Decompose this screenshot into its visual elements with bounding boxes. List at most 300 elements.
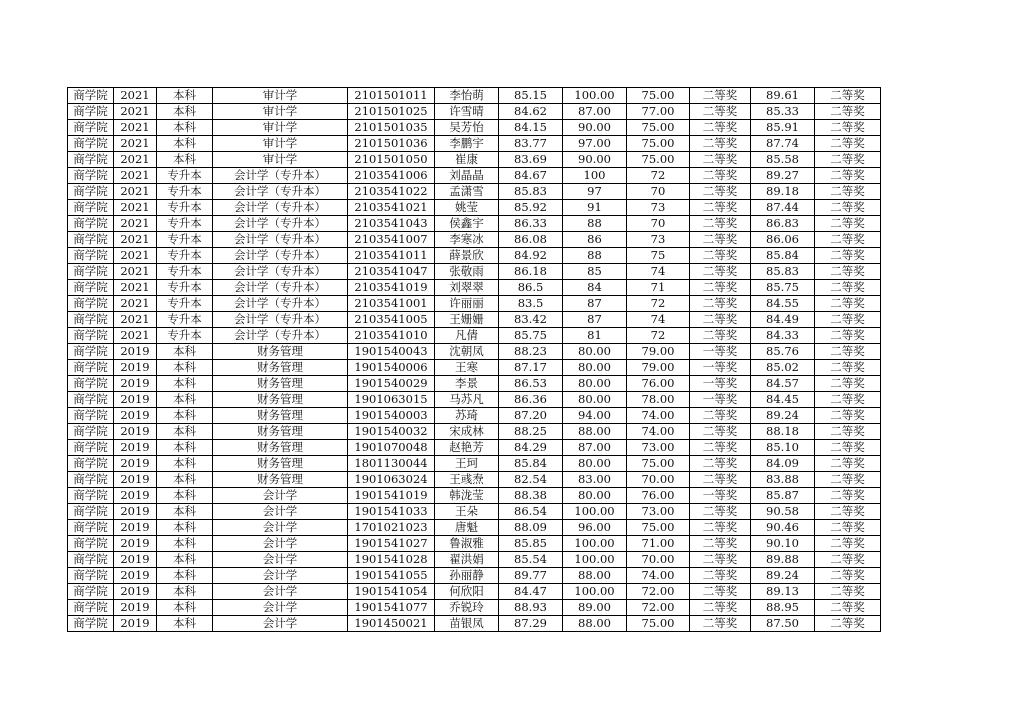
table-row (68, 504, 881, 520)
college-cell: 商学院 (68, 392, 114, 408)
score-b-cell: 88 (563, 216, 627, 232)
name-cell: 许雪晴 (435, 104, 499, 120)
score-c-cell: 70.00 (627, 552, 690, 568)
total-score-cell: 89.61 (751, 88, 815, 104)
total-score-cell: 85.10 (751, 440, 815, 456)
award-a-cell: 二等奖 (690, 568, 751, 584)
score-b-cell: 90.00 (563, 120, 627, 136)
major-cell: 会计学 (213, 504, 348, 520)
major-cell: 会计学（专升本） (213, 296, 348, 312)
award-a-cell: 二等奖 (690, 536, 751, 552)
score-b-cell: 94.00 (563, 408, 627, 424)
table-row (68, 488, 881, 504)
level-cell: 本科 (157, 344, 213, 360)
score-b-cell: 87 (563, 312, 627, 328)
award-b-cell: 二等奖 (815, 312, 881, 328)
student-id-cell: 1901540032 (348, 424, 435, 440)
score-c-cell: 75.00 (627, 616, 690, 632)
table-row (68, 312, 881, 328)
year-cell: 2019 (114, 392, 157, 408)
name-cell: 凡倩 (435, 328, 499, 344)
score-c-cell: 75.00 (627, 152, 690, 168)
name-cell: 侯鑫宇 (435, 216, 499, 232)
score-a-cell: 86.08 (499, 232, 563, 248)
award-a-cell: 二等奖 (690, 552, 751, 568)
score-c-cell: 73.00 (627, 504, 690, 520)
award-b-cell: 二等奖 (815, 584, 881, 600)
award-b-cell: 二等奖 (815, 104, 881, 120)
level-cell: 本科 (157, 424, 213, 440)
name-cell: 沈朝凤 (435, 344, 499, 360)
total-score-cell: 89.24 (751, 408, 815, 424)
total-score-cell: 86.06 (751, 232, 815, 248)
student-id-cell: 2101501036 (348, 136, 435, 152)
score-c-cell: 72 (627, 328, 690, 344)
student-id-cell: 2103541043 (348, 216, 435, 232)
award-b-cell: 二等奖 (815, 456, 881, 472)
score-a-cell: 86.53 (499, 376, 563, 392)
table-row (68, 440, 881, 456)
year-cell: 2019 (114, 536, 157, 552)
name-cell: 王珂 (435, 456, 499, 472)
award-b-cell: 二等奖 (815, 184, 881, 200)
table-row (68, 344, 881, 360)
name-cell: 鲁淑雅 (435, 536, 499, 552)
score-b-cell: 87 (563, 296, 627, 312)
year-cell: 2019 (114, 376, 157, 392)
level-cell: 本科 (157, 376, 213, 392)
score-a-cell: 86.33 (499, 216, 563, 232)
award-b-cell: 二等奖 (815, 248, 881, 264)
award-b-cell: 二等奖 (815, 264, 881, 280)
table-row (68, 536, 881, 552)
name-cell: 刘翠翠 (435, 280, 499, 296)
name-cell: 崔康 (435, 152, 499, 168)
score-a-cell: 83.69 (499, 152, 563, 168)
score-b-cell: 84 (563, 280, 627, 296)
award-a-cell: 二等奖 (690, 104, 751, 120)
college-cell: 商学院 (68, 600, 114, 616)
score-c-cell: 72.00 (627, 584, 690, 600)
award-a-cell: 二等奖 (690, 168, 751, 184)
major-cell: 会计学 (213, 520, 348, 536)
score-a-cell: 85.54 (499, 552, 563, 568)
total-score-cell: 85.84 (751, 248, 815, 264)
level-cell: 专升本 (157, 328, 213, 344)
score-b-cell: 80.00 (563, 344, 627, 360)
award-b-cell: 二等奖 (815, 328, 881, 344)
table-row (68, 248, 881, 264)
name-cell: 张敬雨 (435, 264, 499, 280)
score-a-cell: 88.23 (499, 344, 563, 360)
score-b-cell: 90.00 (563, 152, 627, 168)
student-id-cell: 1801130044 (348, 456, 435, 472)
score-b-cell: 89.00 (563, 600, 627, 616)
award-b-cell: 二等奖 (815, 568, 881, 584)
score-a-cell: 84.67 (499, 168, 563, 184)
score-b-cell: 100.00 (563, 584, 627, 600)
score-a-cell: 86.18 (499, 264, 563, 280)
name-cell: 何欣阳 (435, 584, 499, 600)
award-a-cell: 二等奖 (690, 280, 751, 296)
score-c-cell: 79.00 (627, 344, 690, 360)
college-cell: 商学院 (68, 104, 114, 120)
major-cell: 会计学（专升本） (213, 312, 348, 328)
score-c-cell: 77.00 (627, 104, 690, 120)
award-a-cell: 一等奖 (690, 376, 751, 392)
major-cell: 财务管理 (213, 472, 348, 488)
major-cell: 会计学（专升本） (213, 280, 348, 296)
name-cell: 刘晶晶 (435, 168, 499, 184)
award-a-cell: 二等奖 (690, 88, 751, 104)
score-c-cell: 74.00 (627, 568, 690, 584)
score-a-cell: 85.84 (499, 456, 563, 472)
total-score-cell: 84.57 (751, 376, 815, 392)
score-c-cell: 75.00 (627, 120, 690, 136)
major-cell: 财务管理 (213, 424, 348, 440)
major-cell: 会计学（专升本） (213, 264, 348, 280)
award-b-cell: 二等奖 (815, 152, 881, 168)
score-b-cell: 88.00 (563, 424, 627, 440)
college-cell: 商学院 (68, 184, 114, 200)
student-id-cell: 2103541007 (348, 232, 435, 248)
college-cell: 商学院 (68, 88, 114, 104)
award-b-cell: 二等奖 (815, 616, 881, 632)
score-a-cell: 88.38 (499, 488, 563, 504)
year-cell: 2021 (114, 136, 157, 152)
score-a-cell: 88.25 (499, 424, 563, 440)
year-cell: 2021 (114, 264, 157, 280)
student-id-cell: 2101501050 (348, 152, 435, 168)
year-cell: 2019 (114, 520, 157, 536)
student-id-cell: 2103541047 (348, 264, 435, 280)
score-a-cell: 83.42 (499, 312, 563, 328)
college-cell: 商学院 (68, 200, 114, 216)
year-cell: 2019 (114, 408, 157, 424)
year-cell: 2019 (114, 616, 157, 632)
score-c-cell: 71 (627, 280, 690, 296)
year-cell: 2019 (114, 344, 157, 360)
score-a-cell: 85.83 (499, 184, 563, 200)
name-cell: 赵艳芳 (435, 440, 499, 456)
score-b-cell: 97 (563, 184, 627, 200)
year-cell: 2019 (114, 440, 157, 456)
student-id-cell: 2103541001 (348, 296, 435, 312)
major-cell: 财务管理 (213, 456, 348, 472)
award-b-cell: 二等奖 (815, 232, 881, 248)
total-score-cell: 89.88 (751, 552, 815, 568)
college-cell: 商学院 (68, 408, 114, 424)
level-cell: 专升本 (157, 168, 213, 184)
name-cell: 唐魁 (435, 520, 499, 536)
score-b-cell: 100.00 (563, 88, 627, 104)
name-cell: 吴芳怡 (435, 120, 499, 136)
level-cell: 本科 (157, 392, 213, 408)
table-row (68, 392, 881, 408)
total-score-cell: 84.55 (751, 296, 815, 312)
score-c-cell: 74 (627, 264, 690, 280)
student-id-cell: 2103541011 (348, 248, 435, 264)
table-row (68, 328, 881, 344)
score-b-cell: 80.00 (563, 488, 627, 504)
year-cell: 2019 (114, 584, 157, 600)
award-b-cell: 二等奖 (815, 440, 881, 456)
student-id-cell: 1901540003 (348, 408, 435, 424)
student-id-cell: 1901540029 (348, 376, 435, 392)
name-cell: 孟潇雪 (435, 184, 499, 200)
major-cell: 会计学 (213, 536, 348, 552)
award-a-cell: 二等奖 (690, 424, 751, 440)
award-b-cell: 二等奖 (815, 280, 881, 296)
score-a-cell: 84.92 (499, 248, 563, 264)
name-cell: 孙丽静 (435, 568, 499, 584)
total-score-cell: 87.44 (751, 200, 815, 216)
major-cell: 财务管理 (213, 392, 348, 408)
award-a-cell: 一等奖 (690, 344, 751, 360)
award-b-cell: 二等奖 (815, 344, 881, 360)
total-score-cell: 90.46 (751, 520, 815, 536)
total-score-cell: 88.95 (751, 600, 815, 616)
name-cell: 许丽丽 (435, 296, 499, 312)
score-b-cell: 87.00 (563, 440, 627, 456)
college-cell: 商学院 (68, 328, 114, 344)
level-cell: 专升本 (157, 264, 213, 280)
total-score-cell: 87.50 (751, 616, 815, 632)
score-b-cell: 81 (563, 328, 627, 344)
college-cell: 商学院 (68, 568, 114, 584)
score-c-cell: 72 (627, 168, 690, 184)
score-a-cell: 85.75 (499, 328, 563, 344)
total-score-cell: 84.45 (751, 392, 815, 408)
college-cell: 商学院 (68, 248, 114, 264)
level-cell: 本科 (157, 600, 213, 616)
award-a-cell: 二等奖 (690, 408, 751, 424)
score-c-cell: 71.00 (627, 536, 690, 552)
student-id-cell: 1901540006 (348, 360, 435, 376)
year-cell: 2019 (114, 456, 157, 472)
major-cell: 审计学 (213, 152, 348, 168)
year-cell: 2019 (114, 504, 157, 520)
name-cell: 乔锐玲 (435, 600, 499, 616)
award-b-cell: 二等奖 (815, 536, 881, 552)
level-cell: 专升本 (157, 280, 213, 296)
score-b-cell: 100.00 (563, 552, 627, 568)
student-id-cell: 2103541006 (348, 168, 435, 184)
score-b-cell: 91 (563, 200, 627, 216)
score-a-cell: 88.93 (499, 600, 563, 616)
major-cell: 财务管理 (213, 360, 348, 376)
award-b-cell: 二等奖 (815, 600, 881, 616)
score-c-cell: 72 (627, 296, 690, 312)
score-b-cell: 87.00 (563, 104, 627, 120)
score-b-cell: 80.00 (563, 376, 627, 392)
level-cell: 本科 (157, 440, 213, 456)
major-cell: 审计学 (213, 104, 348, 120)
table-body (68, 88, 881, 632)
year-cell: 2021 (114, 280, 157, 296)
score-c-cell: 75 (627, 248, 690, 264)
total-score-cell: 88.18 (751, 424, 815, 440)
student-id-cell: 1901541019 (348, 488, 435, 504)
name-cell: 宋成林 (435, 424, 499, 440)
award-a-cell: 二等奖 (690, 152, 751, 168)
score-a-cell: 85.15 (499, 88, 563, 104)
table-row (68, 200, 881, 216)
table-row (68, 168, 881, 184)
year-cell: 2021 (114, 200, 157, 216)
award-list-table (67, 87, 881, 632)
score-b-cell: 86 (563, 232, 627, 248)
major-cell: 会计学（专升本） (213, 328, 348, 344)
name-cell: 马苏凡 (435, 392, 499, 408)
student-id-cell: 1901541054 (348, 584, 435, 600)
year-cell: 2021 (114, 152, 157, 168)
score-a-cell: 87.17 (499, 360, 563, 376)
student-id-cell: 1901063024 (348, 472, 435, 488)
name-cell: 翟洪娟 (435, 552, 499, 568)
name-cell: 王寒 (435, 360, 499, 376)
level-cell: 本科 (157, 456, 213, 472)
score-b-cell: 96.00 (563, 520, 627, 536)
table-row (68, 184, 881, 200)
table-row (68, 360, 881, 376)
level-cell: 本科 (157, 616, 213, 632)
award-a-cell: 二等奖 (690, 200, 751, 216)
student-id-cell: 2103541022 (348, 184, 435, 200)
college-cell: 商学院 (68, 520, 114, 536)
level-cell: 本科 (157, 504, 213, 520)
award-a-cell: 二等奖 (690, 216, 751, 232)
level-cell: 本科 (157, 408, 213, 424)
score-c-cell: 76.00 (627, 376, 690, 392)
total-score-cell: 85.75 (751, 280, 815, 296)
award-a-cell: 二等奖 (690, 264, 751, 280)
award-b-cell: 二等奖 (815, 200, 881, 216)
score-a-cell: 85.92 (499, 200, 563, 216)
award-b-cell: 二等奖 (815, 488, 881, 504)
year-cell: 2019 (114, 472, 157, 488)
score-c-cell: 74.00 (627, 408, 690, 424)
score-b-cell: 83.00 (563, 472, 627, 488)
year-cell: 2019 (114, 568, 157, 584)
major-cell: 会计学 (213, 584, 348, 600)
score-b-cell: 88 (563, 248, 627, 264)
student-id-cell: 1901540043 (348, 344, 435, 360)
total-score-cell: 89.24 (751, 568, 815, 584)
total-score-cell: 90.58 (751, 504, 815, 520)
score-a-cell: 85.85 (499, 536, 563, 552)
year-cell: 2019 (114, 424, 157, 440)
table-row (68, 280, 881, 296)
student-id-cell: 2103541021 (348, 200, 435, 216)
award-a-cell: 一等奖 (690, 488, 751, 504)
award-a-cell: 一等奖 (690, 360, 751, 376)
award-b-cell: 二等奖 (815, 424, 881, 440)
level-cell: 专升本 (157, 248, 213, 264)
table-row (68, 424, 881, 440)
award-a-cell: 二等奖 (690, 136, 751, 152)
award-b-cell: 二等奖 (815, 408, 881, 424)
major-cell: 会计学（专升本） (213, 168, 348, 184)
score-c-cell: 73 (627, 200, 690, 216)
table-row (68, 232, 881, 248)
total-score-cell: 86.83 (751, 216, 815, 232)
score-a-cell: 87.29 (499, 616, 563, 632)
college-cell: 商学院 (68, 312, 114, 328)
score-b-cell: 100.00 (563, 504, 627, 520)
award-b-cell: 二等奖 (815, 392, 881, 408)
college-cell: 商学院 (68, 360, 114, 376)
level-cell: 本科 (157, 520, 213, 536)
level-cell: 专升本 (157, 296, 213, 312)
year-cell: 2021 (114, 312, 157, 328)
award-a-cell: 二等奖 (690, 248, 751, 264)
student-id-cell: 2103541005 (348, 312, 435, 328)
table-row (68, 472, 881, 488)
year-cell: 2019 (114, 600, 157, 616)
major-cell: 会计学 (213, 616, 348, 632)
award-b-cell: 二等奖 (815, 472, 881, 488)
student-id-cell: 1901541033 (348, 504, 435, 520)
award-a-cell: 二等奖 (690, 472, 751, 488)
score-a-cell: 84.47 (499, 584, 563, 600)
score-c-cell: 75.00 (627, 88, 690, 104)
college-cell: 商学院 (68, 120, 114, 136)
major-cell: 审计学 (213, 88, 348, 104)
score-a-cell: 89.77 (499, 568, 563, 584)
level-cell: 专升本 (157, 200, 213, 216)
major-cell: 财务管理 (213, 376, 348, 392)
student-id-cell: 2103541010 (348, 328, 435, 344)
year-cell: 2019 (114, 488, 157, 504)
award-a-cell: 二等奖 (690, 312, 751, 328)
college-cell: 商学院 (68, 296, 114, 312)
student-id-cell: 1901541077 (348, 600, 435, 616)
level-cell: 本科 (157, 136, 213, 152)
college-cell: 商学院 (68, 168, 114, 184)
name-cell: 王朵 (435, 504, 499, 520)
year-cell: 2021 (114, 120, 157, 136)
table-row (68, 600, 881, 616)
college-cell: 商学院 (68, 344, 114, 360)
level-cell: 本科 (157, 584, 213, 600)
year-cell: 2021 (114, 88, 157, 104)
award-b-cell: 二等奖 (815, 216, 881, 232)
table-row (68, 136, 881, 152)
total-score-cell: 85.87 (751, 488, 815, 504)
award-a-cell: 二等奖 (690, 616, 751, 632)
award-a-cell: 二等奖 (690, 504, 751, 520)
major-cell: 会计学 (213, 488, 348, 504)
score-a-cell: 84.15 (499, 120, 563, 136)
score-c-cell: 76.00 (627, 488, 690, 504)
total-score-cell: 84.09 (751, 456, 815, 472)
award-b-cell: 二等奖 (815, 168, 881, 184)
table-row (68, 152, 881, 168)
name-cell: 李鹏宇 (435, 136, 499, 152)
table-row (68, 456, 881, 472)
award-b-cell: 二等奖 (815, 504, 881, 520)
score-b-cell: 100.00 (563, 536, 627, 552)
score-b-cell: 100 (563, 168, 627, 184)
college-cell: 商学院 (68, 280, 114, 296)
name-cell: 苏琦 (435, 408, 499, 424)
score-a-cell: 83.5 (499, 296, 563, 312)
student-id-cell: 2101501035 (348, 120, 435, 136)
total-score-cell: 83.88 (751, 472, 815, 488)
major-cell: 审计学 (213, 120, 348, 136)
college-cell: 商学院 (68, 504, 114, 520)
